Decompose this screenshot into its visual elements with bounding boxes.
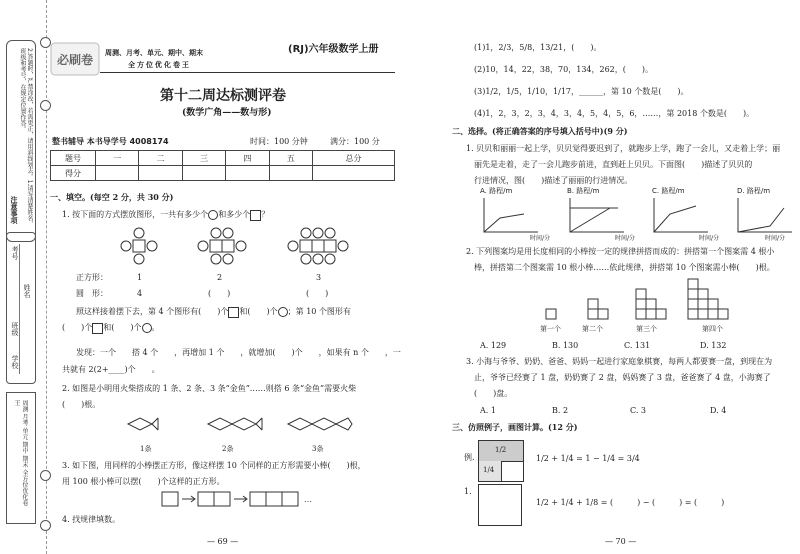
score-cell: 一 [96, 151, 139, 166]
pattern-label-4: 第四个 [702, 325, 723, 333]
graph-d [738, 198, 792, 232]
c3-text-b: 止，爷爷已经赛了 1 盘，奶奶赛了 2 盘，妈妈赛了 3 盘，爸爸赛了 4 盘，小海赛了 [474, 373, 771, 382]
c1-text-c: 行进情况，图( )描述了丽丽的行进情况。 [474, 176, 633, 185]
pattern-3 [636, 289, 666, 319]
grade-label: (RJ)六年级数学上册 [288, 44, 379, 55]
square-icon [92, 323, 103, 334]
score-cell[interactable] [269, 166, 312, 181]
graph-b-label: B. 路程/m [567, 187, 600, 195]
fill-1: (1)1，2/3，5/8，13/21，( )。 [474, 43, 602, 52]
page-title: 第十二周达标测评卷 [160, 88, 286, 104]
q1-line1: 照这样接着摆下去，第 4 个图形有( )个 和( )个 ；第 10 个图形有 [76, 307, 351, 316]
score-cell[interactable] [226, 166, 269, 181]
example-label: 例. [464, 453, 475, 462]
q1-text: 1. 按下面的方式摆放图形，一共有多少个 和多少个 ？ [62, 210, 270, 219]
stick-patterns [540, 276, 740, 324]
fish-3 [288, 418, 352, 430]
time-label: 时间：100 分钟 [250, 137, 308, 146]
graph-c-label: C. 路程/m [652, 187, 685, 195]
fish-2 [208, 418, 262, 430]
circle-icon [208, 210, 218, 220]
notes-title: 注意事项 [10, 196, 18, 224]
brand-text: 周测 月考 单元 期中 期末 全方位优化卷王 [13, 400, 28, 506]
c2-opt-c[interactable]: C. 131 [624, 341, 651, 350]
score-cell: 四 [226, 151, 269, 166]
logo [50, 42, 100, 76]
ci-val-3[interactable]: ( ) [306, 289, 329, 298]
c3-text-c: ( )盘。 [474, 389, 513, 398]
graph-a [484, 198, 538, 232]
axis-x-c: 时间/分 [699, 235, 720, 242]
q-label: 1. [464, 487, 472, 496]
graph-a-label: A. 路程/m [480, 187, 513, 195]
pattern-label-2: 第二个 [582, 325, 603, 333]
score-cell: 总分 [312, 151, 394, 166]
figure-3 [288, 228, 348, 264]
q1-line3: 发现：一个 搭 4 个 ，再增加 1 个 ，就增加( )个 ，如果有 n 个 ，一 [76, 348, 401, 357]
score-cell[interactable] [182, 166, 225, 181]
stick-squares [160, 490, 340, 508]
pattern-label-1: 第一个 [540, 325, 561, 333]
example-frac-quarter: 1/4 [483, 466, 495, 474]
q3-text-b: 用 100 根小棒可以摆( )个这样的正方形。 [62, 477, 225, 486]
graph-c [654, 198, 708, 232]
page-number-left: — 69 — [207, 537, 239, 546]
section-2-title: 二、选择。(将正确答案的序号填入括号中)(9 分) [452, 126, 628, 136]
field-name: 姓名 [23, 284, 31, 298]
service-line: 整书辅导 本书导学号 4008174 [52, 137, 169, 146]
page-number-right: — 70 — [605, 537, 637, 546]
fill-4: (4)1，2，3，2，3，4，3，4，5，4，5，6，……，第 2018 个数是( )。 [474, 109, 755, 118]
field-line [19, 244, 20, 374]
fill-3: (3)1/2，1/5，1/10，1/17，______，第 10 个数是( )。 [474, 87, 689, 96]
score-cell: 题号 [51, 151, 96, 166]
c3-text: 3. 小海与爷爷、奶奶、爸爸、妈妈一起进行家庭象棋赛，每两人都要赛一盘，到现在为 [466, 357, 773, 366]
axis-x-d: 时间/分 [765, 235, 786, 242]
page-subtitle: (数学广角——数与形) [182, 108, 272, 118]
score-row-header [51, 151, 395, 166]
q1-figures [110, 226, 360, 268]
q1-line4: 共就有 2(2+____)个 。 [62, 365, 160, 374]
score-cell: 得分 [51, 166, 96, 181]
fish-figures [120, 414, 360, 444]
header-rule [100, 72, 395, 73]
sq-val-2: 2 [217, 273, 223, 282]
graph-d-label: D. 路程/m [737, 187, 771, 195]
fish-label-2: 2条 [222, 445, 234, 453]
pattern-4 [688, 279, 728, 319]
score-cell: 五 [269, 151, 312, 166]
sq-val-1: 1 [137, 273, 143, 282]
circle-icon [142, 323, 152, 333]
c2-text: 2. 下列图案均是用长度相同的小棒按一定的规律拼搭而成的：拼搭第一个图案需 4 根小 [466, 247, 775, 256]
c2-opt-b[interactable]: B. 130 [552, 341, 579, 350]
row-square-label: 正方形： [76, 273, 108, 282]
field-id: 考号 [11, 246, 19, 260]
notes-text: 2.答题时，严禁涂改，若需更正，请用斜线划去。1.请写清楚姓名、班级和考号，在规定位置作答。 [19, 48, 33, 228]
fish-label-1: 1条 [140, 445, 152, 453]
full-score-label: 满分：100 分 [330, 137, 380, 146]
score-table [50, 150, 395, 181]
pattern-2 [588, 299, 608, 319]
graph-b [570, 198, 624, 232]
figure-2 [198, 228, 246, 264]
section-1-title: 一、填空。(每空 2 分，共 30 分) [50, 192, 174, 202]
header-line1: 周测、月考、单元、期中、期末 [105, 49, 203, 57]
header-line2: 全方位优化卷王 [128, 61, 191, 69]
q3-text: 3. 如下图，用同样的小棒摆正方形，像这样摆 10 个同样的正方形需要小棒( )根， [62, 461, 366, 470]
example-equation: 1/2 + 1/4 = 1 − 1/4 = 3/4 [536, 454, 640, 463]
score-cell[interactable] [96, 166, 139, 181]
c3-opt-d[interactable]: D. 4 [710, 406, 727, 415]
axis-x-b: 时间/分 [615, 235, 636, 242]
ci-val-2[interactable]: ( ) [208, 289, 231, 298]
q4-text: 4. 找规律填数。 [62, 515, 121, 524]
row-circle-label: 圆 形： [76, 289, 108, 298]
fill-2: (2)10，14，22，38，70，134，262，( )。 [474, 65, 654, 74]
c3-opt-b[interactable]: B. 2 [552, 406, 569, 415]
answer-square[interactable] [478, 484, 522, 526]
square-icon [250, 210, 261, 221]
binding-hole [40, 470, 51, 481]
c1-text-b: 丽先是走着，走了一会儿跑步前进，直到赶上贝贝。下面图( )描述了贝贝的 [474, 160, 753, 169]
section-3-title: 三、仿照例子，画图计算。(12 分) [452, 422, 578, 432]
example-square [478, 440, 524, 482]
pattern-1 [546, 309, 556, 319]
square-icon [228, 307, 239, 318]
question-equation: 1/2 + 1/4 + 1/8 = ( ) − ( ) = ( ) [536, 498, 725, 507]
c2-text-b: 棒，拼搭第二个图案需 10 根小棒……依此规律，拼搭第 10 个图案需小棒( )根。 [474, 263, 775, 272]
q1-line2: ( )个 和( )个 。 [62, 323, 160, 332]
c3-opt-c[interactable]: C. 3 [630, 406, 647, 415]
graphs [478, 196, 798, 244]
figure-1 [121, 228, 157, 264]
svg-text:…: … [304, 495, 312, 504]
ci-val-1: 4 [137, 289, 143, 298]
c3-opt-a[interactable]: A. 1 [480, 406, 496, 415]
c2-opt-a[interactable]: A. 129 [480, 341, 507, 350]
circle-icon [278, 307, 288, 317]
score-cell: 三 [182, 151, 225, 166]
score-cell[interactable] [139, 166, 182, 181]
field-school: 学校 [11, 355, 19, 369]
binding-hole [40, 520, 51, 531]
sq-val-3: 3 [316, 273, 322, 282]
c2-opt-d[interactable]: D. 132 [700, 341, 727, 350]
score-row-values [51, 166, 395, 181]
svg-text:必刷卷: 必刷卷 [56, 53, 94, 67]
pattern-label-3: 第三个 [636, 325, 657, 333]
score-cell[interactable] [312, 166, 394, 181]
c1-text: 1. 贝贝和丽丽一起上学，贝贝觉得要迟到了，就跑步上学，跑了一会儿，又走着上学；丽 [466, 144, 781, 153]
axis-x-a: 时间/分 [530, 235, 551, 242]
score-cell: 二 [139, 151, 182, 166]
q2-text-b: ( )根。 [62, 400, 101, 409]
q2-text: 2. 如图是小明用火柴搭成的 1 条、2 条、3 条“金鱼”……则搭 6 条“金鱼”需要火柴 [62, 384, 357, 393]
fish-label-3: 3条 [312, 445, 324, 453]
binding-hole [40, 100, 51, 111]
field-class: 班级 [11, 322, 19, 336]
fish-1 [128, 418, 158, 430]
example-frac-half: 1/2 [495, 446, 507, 454]
